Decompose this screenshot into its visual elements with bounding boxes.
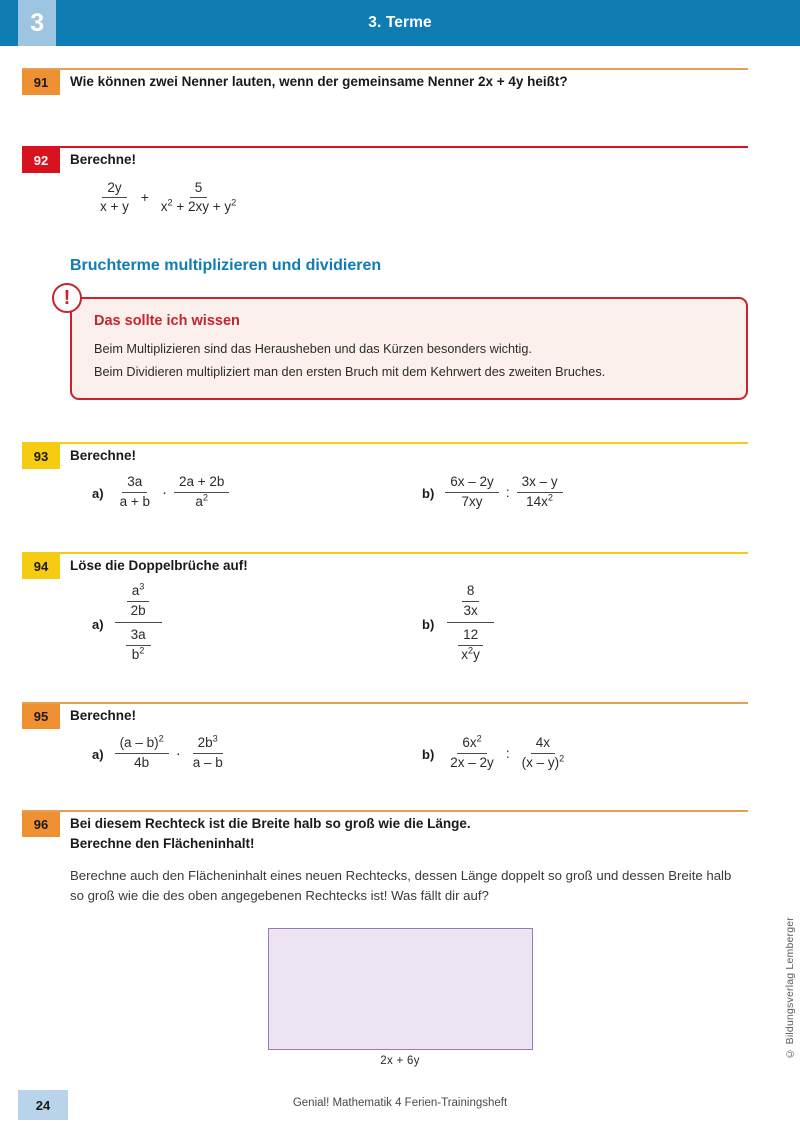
fraction-2-denominator (190, 493, 213, 512)
inner-top-denominator: 3x (463, 602, 478, 618)
exercise-95-part-a (92, 734, 422, 773)
exponent: 2 (468, 645, 474, 656)
exponent: 2 (158, 733, 164, 744)
fraction-1 (445, 734, 499, 773)
exclamation-icon: ! (52, 283, 82, 313)
part-label-b: b) (422, 746, 435, 762)
exercise-95-part-b (422, 734, 572, 773)
term: (a – b) (119, 734, 159, 750)
exercise-95-prompt: Berechne! (70, 708, 137, 724)
fraction-2 (517, 473, 563, 512)
exercise-94-prompt: Löse die Doppelbrüche auf! (70, 558, 248, 574)
inner-top-denominator: 2b (130, 602, 146, 618)
fraction-2-numerator: 4x (531, 734, 555, 754)
exercise-96-prompt-line-1: Bei diesem Rechteck ist die Breite halb so groß wie die Länge. (70, 816, 471, 832)
exercise-92-expression (92, 179, 800, 218)
fraction-2 (174, 473, 229, 512)
fraction-1-numerator: 3a (122, 473, 147, 493)
operator-multiply: · (175, 744, 181, 762)
info-box-line-2: Beim Dividieren multipliziert man den ersten Bruch mit dem Kehrwert des zweiten Bruches. (94, 364, 606, 379)
fraction-2-numerator: 2a + 2b (174, 473, 229, 493)
term-x: x (461, 647, 469, 663)
fraction-1-denominator: 7xy (461, 494, 483, 510)
page-title: 3. Terme (368, 14, 432, 31)
inner-bottom-numerator: 12 (458, 626, 483, 646)
exercise-94-part-b (422, 582, 499, 666)
fraction-2-denominator (521, 493, 558, 512)
rectangle-figure (0, 928, 800, 1067)
denominator-term: a (195, 494, 203, 510)
inner-fraction-bottom (126, 626, 151, 665)
denominator-term-rest: + 2xy + y (172, 199, 232, 215)
info-box-line-1: Beim Multiplizieren sind das Herausheben und das Kürzen besonders wichtig. (94, 342, 532, 357)
complex-fraction (445, 582, 496, 666)
fraction-1-numerator: 6x – 2y (445, 473, 499, 493)
term: 6x (462, 734, 477, 750)
exercise-93-prompt: Berechne! (70, 447, 137, 463)
inner-fraction-bottom (456, 626, 485, 665)
exercise-94-part-a (92, 582, 422, 666)
info-box (70, 297, 748, 399)
exercise-96-prompt-line-2: Berechne den Flächeninhalt! (70, 836, 255, 851)
fraction-1-denominator: 2x – 2y (450, 754, 494, 770)
denominator-term: 14x (526, 494, 548, 510)
exercise-94 (0, 552, 800, 665)
complex-fraction-numerator (115, 582, 162, 624)
term: (x – y) (521, 754, 560, 770)
exercise-92-number: 92 (22, 148, 60, 173)
fraction-1-denominator: a + b (119, 494, 150, 510)
fraction-1-denominator: 4b (134, 754, 150, 770)
inner-bottom-numerator: 3a (126, 626, 151, 646)
fraction-1 (445, 473, 499, 512)
exponent: 3 (139, 581, 145, 592)
part-label-a: a) (92, 616, 104, 632)
term: a (131, 582, 140, 598)
footer-title: Genial! Mathematik 4 Ferien-Trainingsheft (292, 1097, 508, 1109)
exponent: 2 (231, 197, 237, 208)
complex-fraction (115, 582, 162, 666)
exponent: 2 (476, 733, 482, 744)
inner-top-numerator: 8 (462, 582, 480, 602)
part-label-a: a) (92, 486, 104, 502)
operator-plus: + (140, 190, 149, 206)
page-footer (0, 1090, 800, 1132)
term: b (131, 647, 140, 663)
page-content (0, 46, 800, 1067)
operator-divide: : (505, 745, 510, 761)
exercise-95-number: 95 (22, 704, 60, 729)
exercise-91-number: 91 (22, 70, 60, 95)
exponent: 2 (167, 197, 173, 208)
exercise-94-number: 94 (22, 554, 60, 579)
exponent: 3 (212, 733, 218, 744)
exercise-93-part-a (92, 473, 422, 512)
part-label-a: a) (92, 746, 104, 762)
fraction-1-denominator: x + y (100, 199, 129, 215)
section-heading: Bruchterme multiplizieren und dividieren (70, 257, 382, 275)
fraction-2-denominator (517, 754, 570, 773)
inner-top-numerator (127, 582, 150, 602)
operator-multiply: · (161, 484, 167, 502)
fraction-2-numerator: 3x – y (517, 473, 563, 493)
fraction-1-numerator (457, 734, 486, 754)
fraction-1-numerator: 2y (102, 179, 126, 199)
exercise-92-prompt: Berechne! (70, 152, 137, 167)
exponent: 2 (139, 645, 145, 656)
fraction-2 (156, 179, 242, 218)
page-number: 24 (18, 1090, 68, 1120)
exponent: 2 (547, 492, 554, 503)
fraction-1-numerator (115, 734, 169, 754)
exercise-93-part-b (422, 473, 566, 512)
fraction-1 (115, 473, 155, 512)
inner-bottom-denominator (456, 646, 485, 665)
operator-divide: : (505, 485, 510, 501)
copyright-notice: © Bildungsverlag Lemberger (784, 917, 796, 1060)
exercise-95 (0, 702, 800, 772)
rectangle-length-label: 2x + 6y (380, 1055, 420, 1068)
fraction-2 (188, 734, 228, 773)
fraction-2 (517, 734, 570, 773)
complex-fraction-numerator (447, 582, 493, 624)
part-label-b: b) (422, 616, 435, 632)
fraction-1 (115, 734, 169, 773)
rectangle-shape (268, 928, 533, 1050)
fraction-1 (95, 179, 134, 218)
exercise-91-prompt: Wie können zwei Nenner lauten, wenn der gemeinsame Nenner 2x + 4y heißt? (70, 74, 568, 89)
complex-fraction-denominator (115, 623, 162, 665)
inner-bottom-denominator (127, 646, 150, 665)
term: 2b (197, 734, 213, 750)
exercise-91 (0, 68, 800, 95)
complex-fraction-denominator (445, 623, 496, 665)
exercise-93-number: 93 (22, 444, 60, 469)
exercise-93 (0, 442, 800, 512)
info-box-wrapper (63, 287, 748, 399)
fraction-2-numerator: 5 (190, 179, 208, 199)
page-header (0, 0, 800, 46)
part-label-b: b) (422, 486, 435, 502)
chapter-number-badge: 3 (18, 0, 56, 46)
inner-fraction-top (458, 582, 482, 621)
exercise-96-number: 96 (22, 812, 60, 837)
fraction-2-denominator (156, 198, 242, 217)
denominator-term-x: x (160, 199, 168, 215)
term-y: y (473, 647, 480, 663)
fraction-2-denominator: a – b (192, 754, 223, 770)
exponent: 2 (559, 753, 565, 764)
exercise-92 (0, 146, 800, 217)
exercise-96-subtext: Berechne auch den Flächeninhalt eines neuen Rechtecks, dessen Länge doppelt so groß und dessen Breite halb so groß wie die des oben angegebenen Rechtecks ist! Was fällt dir auf? (70, 867, 732, 904)
exercise-96 (0, 810, 800, 1067)
exponent: 2 (202, 492, 208, 503)
inner-fraction-top (126, 582, 151, 621)
fraction-2-numerator (193, 734, 223, 754)
info-box-title: Das sollte ich wissen (94, 313, 240, 330)
